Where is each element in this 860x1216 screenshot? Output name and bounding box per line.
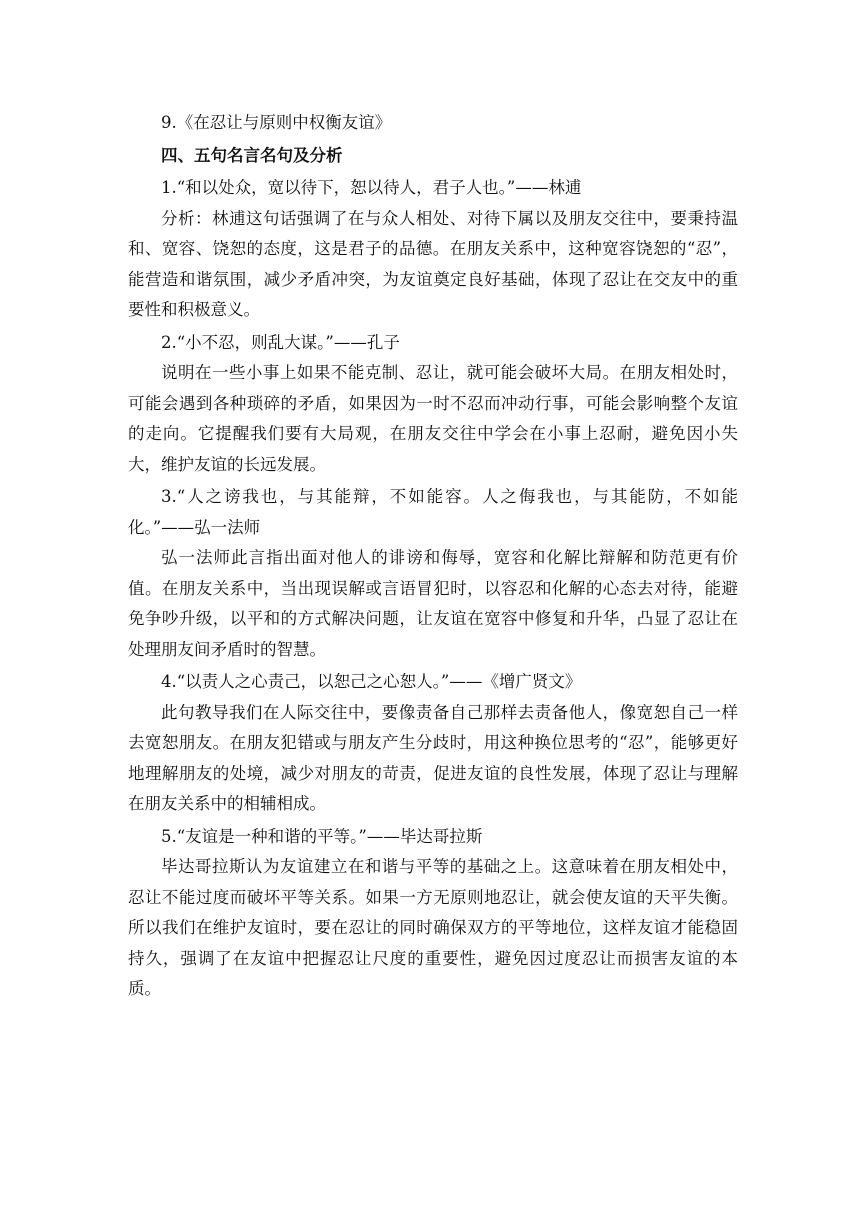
document-body: [128, 108, 738, 1005]
analysis-2: 说明在一些小事上如果不能克制、忍让，就可能会破坏大局。在朋友相处时，可能会遇到各种琐碎的矛盾，如果因为一时不忍而冲动行事，可能会影响整个友谊的走向。它提醒我们要有大局观，在朋友交往中学会在小事上忍耐，避免因小失大，维护友谊的长远发展。: [128, 363, 738, 474]
quote-3: 3.“人之谤我也，与其能辩，不如能容。人之侮我也，与其能防，不如能化。”——弘一法师: [128, 487, 738, 537]
quote-1: 1.“和以处众，宽以待下，恕以待人，君子人也。”——林逋: [161, 178, 582, 197]
quote-4: 4.“以责人之心责己，以恕己之心恕人。”——《增广贤文》: [161, 672, 582, 691]
analysis-3: 弘一法师此言指出面对他人的诽谤和侮辱，宽容和化解比辩解和防范更有价值。在朋友关系中，当出现误解或言语冒犯时，以容忍和化解的心态去对待，能避免争吵升级，以平和的方式解决问题，让友谊在宽容中修复和升华，凸显了忍让在处理朋友间矛盾时的智慧。: [128, 548, 738, 659]
analysis-5: 毕达哥拉斯认为友谊建立在和谐与平等的基础之上。这意味着在朋友相处中，忍让不能过度而破坏平等关系。如果一方无原则地忍让，就会使友谊的天平失衡。所以我们在维护友谊时，要在忍让的同时确保双方的平等地位，这样友谊才能稳固持久，强调了在友谊中把握忍让尺度的重要性，避免因过度忍让而损害友谊的本质。: [128, 857, 738, 998]
item-9-title: 9.《在忍让与原则中权衡友谊》: [161, 113, 392, 132]
analysis-1: 分析：林逋这句话强调了在与众人相处、对待下属以及朋友交往中，要秉持温和、宽容、饶恕的态度，这是君子的品德。在朋友关系中，这种宽容饶恕的“忍”，能营造和谐氛围，减少矛盾冲突，为友谊奠定良好基础，体现了忍让在交友中的重要性和积极意义。: [128, 208, 738, 319]
analysis-4: 此句教导我们在人际交往中，要像责备自己那样去责备他人，像宽恕自己一样去宽恕朋友。在朋友犯错或与朋友产生分歧时，用这种换位思考的“忍”，能够更好地理解朋友的处境，减少对朋友的苛责，促进友谊的良性发展，体现了忍让与理解在朋友关系中的相辅相成。: [128, 702, 738, 813]
section-heading: 四、五句名言名句及分析: [161, 145, 343, 165]
quote-5: 5.“友谊是一种和谐的平等。”——毕达哥拉斯: [161, 826, 483, 846]
quote-2: 2.“小不忍，则乱大谋。”——孔子: [161, 332, 400, 352]
